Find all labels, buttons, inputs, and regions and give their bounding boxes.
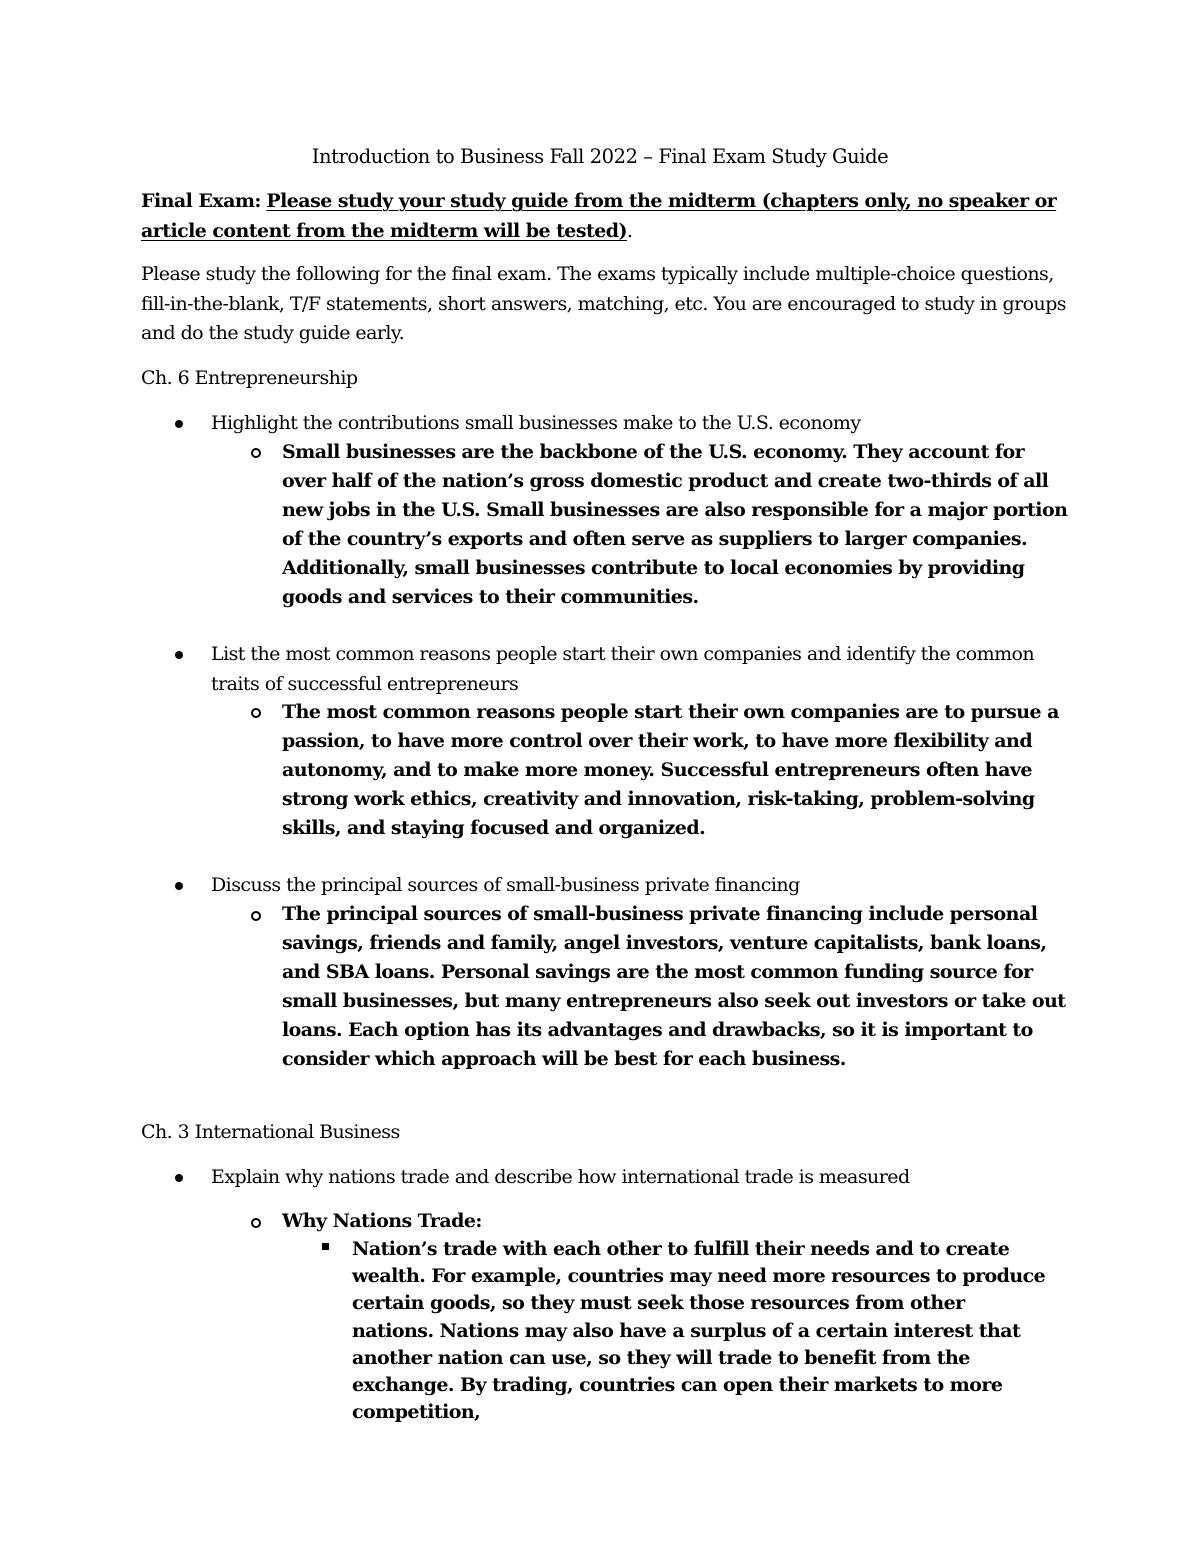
circle-bullet-icon xyxy=(251,708,261,718)
final-exam-label: Final Exam: xyxy=(141,190,261,212)
circle-bullet-icon xyxy=(251,911,261,921)
question-prompt: Discuss the principal sources of small-business private financing xyxy=(211,874,800,896)
final-exam-instruction: Please study your study guide from the midterm (chapters only, no speaker or article content from the midterm will be tested) xyxy=(141,190,1057,242)
final-exam-period: . xyxy=(626,219,633,242)
question-prompt: List the most common reasons people start their own companies and identify the common traits of successful entrepreneurs xyxy=(211,643,1035,695)
bullet-icon xyxy=(175,882,183,890)
answer-text: The principal sources of small-business private financing include personal savings, friends and family, angel investors, venture capitalists, bank loans, and SBA loans. Personal savings are the most common funding source for small businesses, but many entrepreneurs also seek out investors or take out loans. Each option has its advantages and drawbacks, so it is important to consider which approach will be best for each business. xyxy=(282,903,1066,1070)
bullet-icon xyxy=(175,651,183,659)
circle-bullet-icon xyxy=(251,1218,261,1228)
circle-bullet-icon xyxy=(251,448,261,458)
final-exam-note xyxy=(141,187,1071,246)
detail-text: Nation’s trade with each other to fulfill their needs and to create wealth. For example, countries may need more resources to produce certain goods, so they must seek those resources from other nations. Nations may also have a surplus of a certain interest that another nation can use, so they will trade to benefit from the exchange. By trading, countries can open their markets to more competition, xyxy=(352,1238,1046,1424)
section-heading-ch6: Ch. 6 Entrepreneurship xyxy=(141,367,358,389)
section-heading-ch3: Ch. 3 International Business xyxy=(141,1121,400,1143)
question-prompt: Highlight the contributions small businesses make to the U.S. economy xyxy=(211,412,861,434)
subheading-text: Why Nations Trade: xyxy=(282,1210,482,1232)
bullet-icon xyxy=(175,1174,183,1182)
bullet-icon xyxy=(175,420,183,428)
answer-text: Small businesses are the backbone of the U.S. economy. They account for over half of the nation’s gross domestic product and create two-thirds of all new jobs in the U.S. Small businesses are also responsible for a major portion of the country’s exports and often serve as suppliers to larger companies. Additionally, small businesses contribute to local economies by providing goods and services to their communities. xyxy=(282,441,1068,608)
document-title: Introduction to Business Fall 2022 – Final Exam Study Guide xyxy=(311,145,889,168)
answer-text: The most common reasons people start their own companies are to pursue a passion, to have more control over their work, to have more flexibility and autonomy, and to make more money. Successful entrepreneurs often have strong work ethics, creativity and innovation, risk-taking, problem-solving skills, and staying focused and organized. xyxy=(282,701,1059,839)
square-bullet-icon xyxy=(322,1243,329,1250)
intro-paragraph: Please study the following for the final exam. The exams typically include multiple-choice questions, fill-in-the-blank, T/F statements, short answers, matching, etc. You are encouraged to study in groups and do the study guide early. xyxy=(141,263,1067,344)
question-prompt: Explain why nations trade and describe how international trade is measured xyxy=(211,1166,910,1188)
